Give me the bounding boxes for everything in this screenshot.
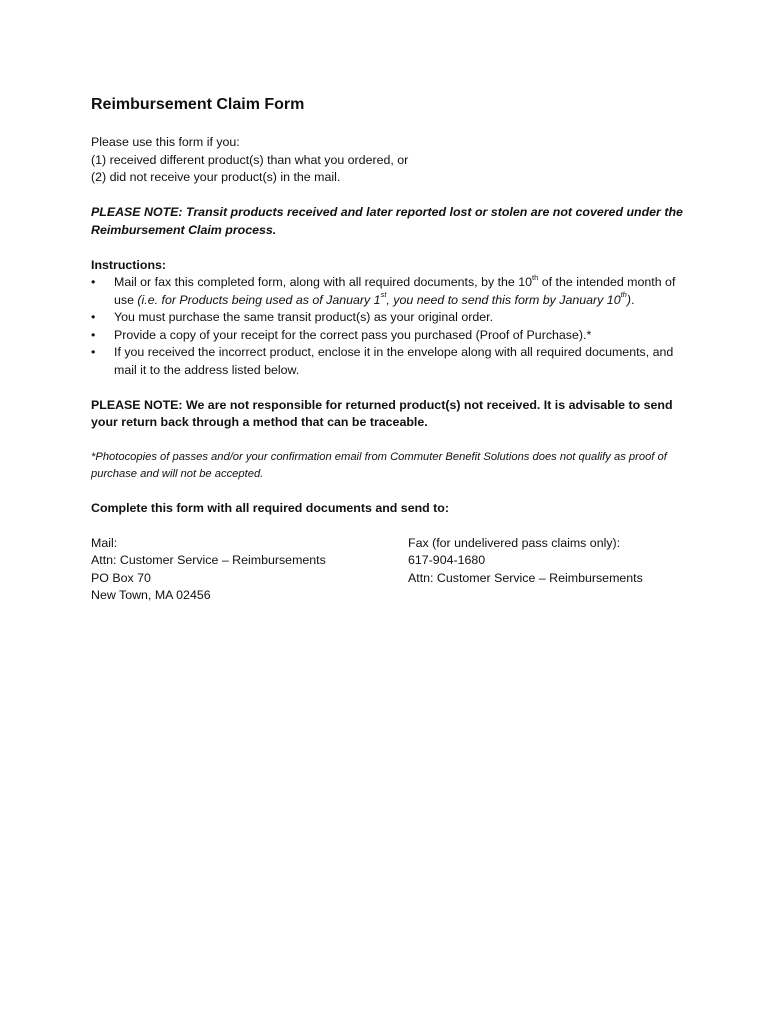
page-title: Reimbursement Claim Form xyxy=(91,96,305,113)
note-not-responsible: PLEASE NOTE: We are not responsible for returned product(s) not received. It is advisable to send your return back through a method that can be traceable. xyxy=(91,397,673,429)
instruction-item-enclose: • If you received the incorrect product, enclose it in the envelope along with all required documents, and mail it to the address listed below. xyxy=(91,345,674,377)
instruction-item-deadline: • Mail or fax this completed form, along with all required documents, by the 10th of the intended month of use (i.e. for Products being used as of January 1st, you need to send this form by January 10th). xyxy=(91,272,676,307)
send-heading: Complete this form with all required documents and send to: xyxy=(91,500,449,515)
intro-reason-1: (1) received different product(s) than what you ordered, or xyxy=(91,152,409,167)
mail-po-box: PO Box 70 xyxy=(91,570,151,585)
fax-block xyxy=(408,535,698,588)
bullet-icon: • xyxy=(91,345,96,359)
mail-address-block xyxy=(91,535,391,605)
mail-attn: Attn: Customer Service – Reimbursements xyxy=(91,553,326,567)
note-lost-stolen: PLEASE NOTE: Transit products received and later reported lost or stolen are not covered under the Reimbursement Claim process. xyxy=(91,205,683,237)
fax-attn: Attn: Customer Service – Reimbursements xyxy=(408,570,643,585)
bullet-icon: • xyxy=(91,310,96,324)
intro-section xyxy=(91,134,691,187)
instruction-item-receipt: • Provide a copy of your receipt for the correct pass you purchased (Proof of Purchase).* xyxy=(91,327,691,345)
intro-lead: Please use this form if you: xyxy=(91,135,240,149)
instructions-section xyxy=(91,257,691,380)
intro-reason-2: (2) did not receive your product(s) in the mail. xyxy=(91,170,341,184)
footnote: *Photocopies of passes and/or your confirmation email from Commuter Benefit Solutions does not qualify as proof of purchase and will not be accepted. xyxy=(91,451,667,480)
fax-number: 617-904-1680 xyxy=(408,553,486,567)
claim-form-page xyxy=(91,94,691,607)
mail-label: Mail: xyxy=(91,535,118,550)
mail-city: New Town, MA 02456 xyxy=(91,588,211,602)
instructions-list xyxy=(91,274,691,379)
bullet-icon: • xyxy=(91,327,96,342)
bullet-icon: • xyxy=(91,275,96,289)
fax-label: Fax (for undelivered pass claims only): xyxy=(408,535,621,550)
instruction-item-same-product: • You must purchase the same transit product(s) as your original order. xyxy=(91,309,691,327)
address-columns xyxy=(91,535,691,607)
instructions-heading: Instructions: xyxy=(91,257,167,272)
